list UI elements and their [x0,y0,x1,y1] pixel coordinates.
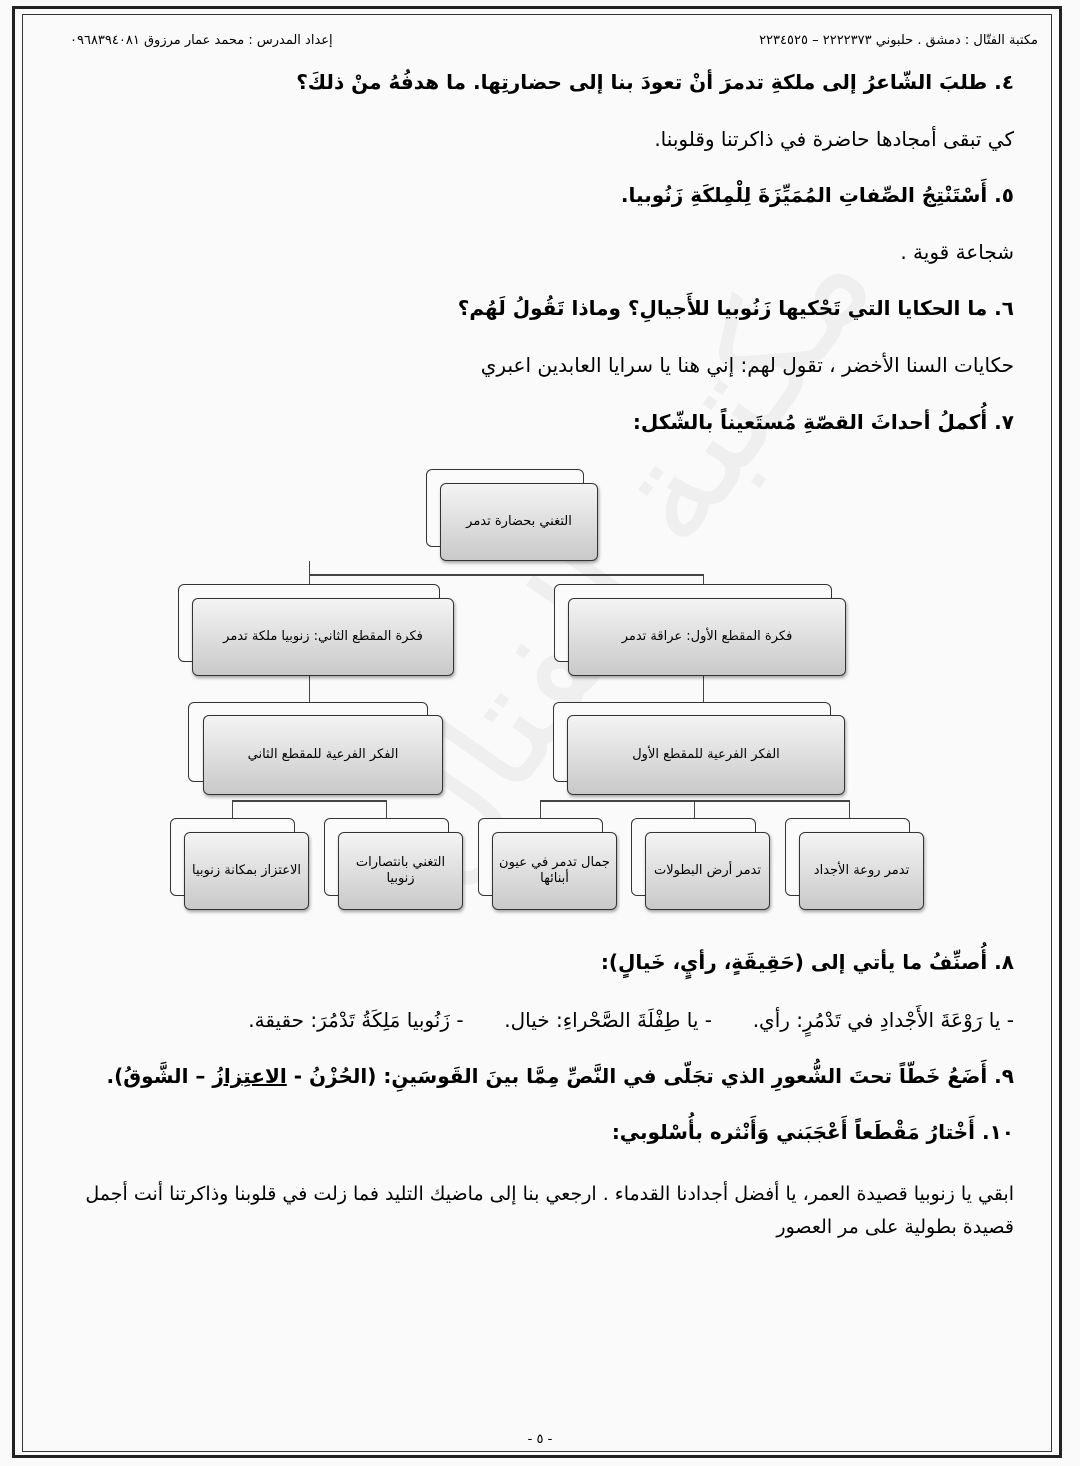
leaf4-node-label: التغني بانتصارات زنوبيا [355,855,446,886]
connector-sub1-leaf2 [694,800,695,818]
section1-node-label: فكرة المقطع الأول: عراقة تدمر [621,629,793,644]
page-number: - ٥ - [527,1432,553,1447]
answer-10: ابقي يا زنوبيا قصيدة العمر، يا أفضل أجدادنا القدماء . ارجعي بنا إلى ماضيك التليد فما زلت في قلوبنا وذاكرتنا أنت أجمل قصيدة بطولية على مر العصور [85,1183,1014,1238]
section2-node-label: فكرة المقطع الثاني: زنوبيا ملكة تدمر [223,629,423,644]
connector-sub2-leaf5 [232,800,233,818]
question-9-underlined-answer: الاعتِزازُ [212,1064,287,1088]
connector-sub1-leaf3 [540,800,541,818]
root-node-label: التغني بحضارة تدمر [466,514,572,529]
connector-sub2-bar [232,800,387,802]
leaf1-node-label: تدمر روعة الأجداد [813,863,910,878]
answer-4: كي تبقى أمجادها حاضرة في ذاكرتنا وقلوبنا. [654,127,1014,151]
question-9-prefix: ٩. أَضَعُ خَطّاً تحتَ الشُّعورِ الذي تجَلّى في النَّصِّ مِمَّا بينَ القَوسَينِ: (الحُزْنُ - [286,1064,1014,1088]
leaf3-node-label: جمال تدمر في عيون أبنائها [499,855,610,886]
connector-section2-sub2 [309,676,310,702]
answer-5: شجاعة قوية . [900,240,1014,264]
connector-sub1-bar [540,800,850,802]
connector-root-bar [309,574,704,576]
classification-item-2: - يا طِفْلَةَ الصَّحْراءِ: خيال. [504,1008,712,1032]
question-4: ٤. طلبَ الشّاعرُ إلى ملكةِ تدمرَ أنْ تعودَ بنا إلى حضارتِها. ما هدفُهُ منْ ذلكَ؟ [296,70,1014,94]
question-8: ٨. أُصنِّفُ ما يأتي إلى (حَقِيقَةٍ، رأيٍ، خَيالٍ): [600,950,1014,974]
connector-section1-sub1 [703,676,704,702]
question-10: ١٠. أَخْتارُ مَقْطَعاً أَعْجَبَني وَأَنْثره بأُسْلوبي: [611,1120,1014,1144]
connector-sub1-leaf1 [849,800,850,818]
sub1-node-label: الفكر الفرعية للمقطع الأول [632,747,780,762]
leaf2-node-label: تدمر أرض البطولات [654,863,761,878]
classification-item-3: - زَنُوبيا مَلِكَةُ تَدْمُرَ: حقيقة. [248,1008,464,1032]
header-library: مكتبة الفتّال : دمشق . حلبوني ٢٢٢٢٣٧٣ – ٢٢٣٤٥٢٥ [759,33,1038,48]
header-teacher: إعداد المدرس : محمد عمار مرزوق ٠٩٦٨٣٩٤٠٨١ [70,33,333,48]
classification-row [248,1008,1014,1032]
answer-6: حكايات السنا الأخضر ، تقول لهم: إني هنا يا سرايا العابدين اعبري [480,353,1014,377]
question-9-suffix: – الشَّوقُ). [106,1064,213,1088]
sub2-node-label: الفكر الفرعية للمقطع الثاني [247,747,399,762]
leaf5-node-label: الاعتزاز بمكانة زنوبيا [192,863,302,878]
question-9 [107,1064,1014,1088]
connector-sub2-leaf4 [386,800,387,818]
question-7: ٧. أُكملُ أحداثَ القصّةِ مُستَعيناً بالشّكل: [632,410,1014,434]
question-5: ٥. أَسْتَنْتِجُ الصِّفاتِ المُمَيِّزَةَ لِلْمِلكَةِ زَنُوبيا. [620,183,1014,207]
classification-item-1: - يا رَوْعَةَ الأَجْدادِ في تَدْمُرٍ: رأي. [752,1008,1014,1032]
question-6: ٦. ما الحكايا التي تَحْكيها زَنُوبيا للأَجيالِ؟ وماذا تَقُولُ لَهُم؟ [457,296,1014,320]
